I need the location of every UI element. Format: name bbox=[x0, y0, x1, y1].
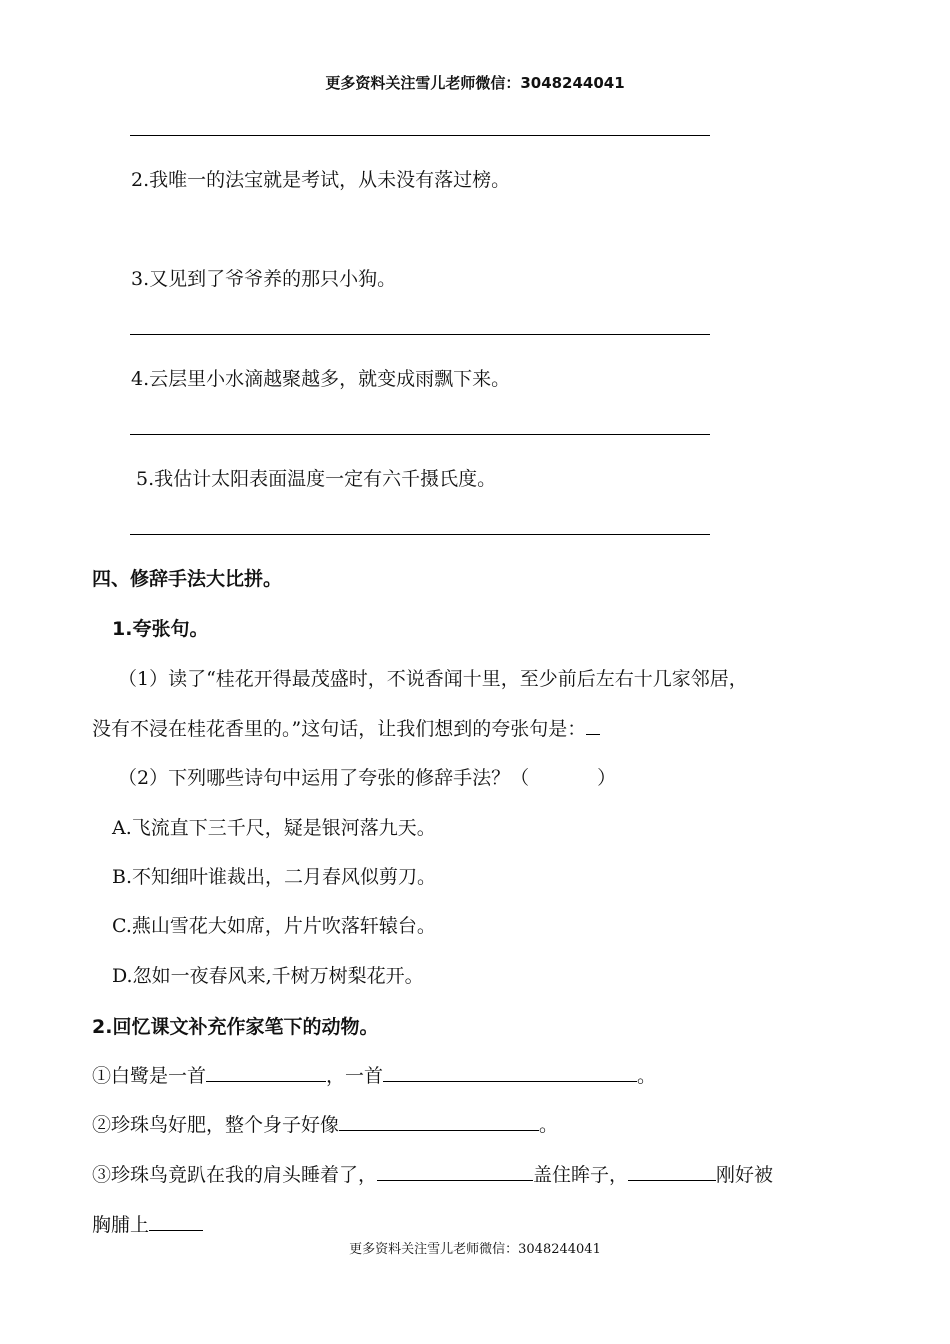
bracket-close: ） bbox=[597, 767, 617, 789]
option-c: C.燕山雪花大如席，片片吹落轩辕台。 bbox=[112, 915, 436, 937]
hyperbole-question-1-text: 没有不浸在桂花香里的。”这句话，让我们想到的夸张句是： bbox=[92, 718, 587, 740]
option-b: B.不知细叶谁裁出，二月春风似剪刀。 bbox=[112, 866, 437, 888]
hyperbole-question-2-text: （2）下列哪些诗句中运用了夸张的修辞手法？（ bbox=[118, 767, 530, 789]
fill-2-text-b: 。 bbox=[539, 1114, 559, 1136]
answer-line bbox=[130, 534, 710, 535]
answer-blank[interactable] bbox=[149, 1211, 203, 1231]
fill-3-line1 bbox=[92, 1160, 773, 1187]
answer-blank[interactable] bbox=[628, 1161, 716, 1181]
answer-blank[interactable] bbox=[586, 715, 600, 735]
answer-blank[interactable] bbox=[339, 1111, 539, 1131]
answer-blank[interactable] bbox=[383, 1062, 637, 1082]
fill-2-text-a: ②珍珠鸟好肥，整个身子好像 bbox=[92, 1114, 340, 1136]
fill-3-text-b: 盖住眸子， bbox=[533, 1164, 629, 1186]
section-title: 四、修辞手法大比拼。 bbox=[92, 568, 283, 590]
answer-line bbox=[130, 135, 710, 136]
hyperbole-question-1-line2 bbox=[92, 714, 600, 741]
item-5: 5.我估计太阳表面温度一定有六千摄氏度。 bbox=[136, 468, 497, 490]
option-a: A.飞流直下三千尺，疑是银河落九天。 bbox=[112, 817, 436, 839]
fill-3-text-a: ③珍珠鸟竟趴在我的肩头睡着了， bbox=[92, 1164, 378, 1186]
item-3: 3.又见到了爷爷养的那只小狗。 bbox=[131, 268, 397, 290]
fill-1-text-c: 。 bbox=[637, 1065, 657, 1087]
answer-blank[interactable] bbox=[206, 1062, 326, 1082]
fill-2 bbox=[92, 1110, 558, 1137]
fill-3-line2 bbox=[92, 1210, 203, 1237]
hyperbole-question-2 bbox=[118, 763, 616, 790]
answer-line bbox=[130, 434, 710, 435]
item-2: 2.我唯一的法宝就是考试，从未没有落过榜。 bbox=[131, 169, 511, 191]
option-d: D.忽如一夜春风来,千树万树梨花开。 bbox=[112, 965, 424, 987]
fill-1-text-b: ，一首 bbox=[326, 1065, 384, 1087]
item-4: 4.云层里小水滴越聚越多，就变成雨飘下来。 bbox=[131, 368, 511, 390]
fill-1-text-a: ①白鹭是一首 bbox=[92, 1065, 207, 1087]
fill-1 bbox=[92, 1061, 656, 1088]
answer-blank[interactable] bbox=[377, 1161, 533, 1181]
part1-title: 1.夸张句。 bbox=[112, 618, 209, 640]
fill-3-text-d: 胸脯上 bbox=[92, 1214, 150, 1236]
page-footer: 更多资料关注雪儿老师微信：3048244041 bbox=[349, 1242, 601, 1257]
part2-title: 2.回忆课文补充作家笔下的动物。 bbox=[92, 1016, 379, 1038]
page-header: 更多资料关注雪儿老师微信：3048244041 bbox=[325, 74, 625, 92]
answer-line bbox=[130, 334, 710, 335]
hyperbole-question-1-line1: （1）读了“桂花开得最茂盛时，不说香闻十里，至少前后左右十几家邻居， bbox=[118, 668, 748, 690]
fill-3-text-c: 刚好被 bbox=[716, 1164, 774, 1186]
